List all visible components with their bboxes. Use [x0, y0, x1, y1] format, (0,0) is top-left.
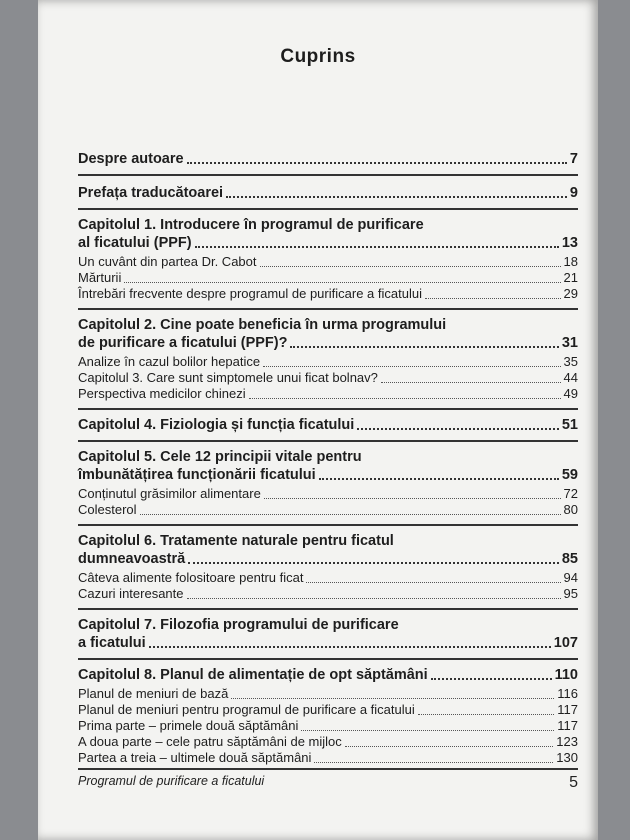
- dot-leader: [226, 196, 567, 198]
- toc-page-number: 35: [563, 354, 578, 369]
- dot-leader: [306, 582, 560, 583]
- section-divider: [78, 308, 578, 310]
- dot-leader: [418, 714, 555, 715]
- dot-leader: [149, 646, 551, 648]
- dot-leader: [188, 562, 559, 564]
- toc-sub-entry: [78, 686, 578, 702]
- toc-chapter-entry: [78, 150, 578, 168]
- toc-entry-label: Câteva alimente folositoare pentru ficat: [78, 570, 304, 585]
- toc-entry-label: Capitolul 4. Fiziologia și funcția ficatului: [78, 417, 355, 433]
- dot-leader: [249, 398, 561, 399]
- section-divider: [78, 408, 578, 410]
- toc-page-number: 117: [557, 718, 578, 733]
- dot-leader: [263, 366, 560, 367]
- book-page: [38, 0, 598, 840]
- footer-title: Programul de purificare a ficatului: [78, 774, 265, 788]
- toc-sub-entry: [78, 750, 578, 766]
- toc-entry-label: Capitolul 2. Cine poate beneficia în urma programului: [78, 317, 447, 333]
- toc-page-number: 85: [561, 551, 578, 567]
- toc-sub-entry: [78, 502, 578, 518]
- toc-sub-entry: [78, 570, 578, 586]
- toc-chapter-entry: [78, 184, 578, 202]
- toc-page-number: 72: [563, 486, 578, 501]
- section-divider: [78, 174, 578, 176]
- toc-entry-label: Capitolul 8. Planul de alimentație de opt săptămâni: [78, 667, 428, 683]
- toc-entry-row: [78, 254, 578, 270]
- toc-entry-label: Conținutul grăsimilor alimentare: [78, 486, 261, 501]
- dot-leader: [260, 266, 561, 267]
- toc-page-number: 130: [556, 750, 578, 765]
- toc-page-number: 123: [556, 734, 578, 749]
- toc-page-number: 31: [561, 335, 578, 351]
- table-of-contents: [78, 150, 578, 766]
- toc-sub-entry: [78, 270, 578, 286]
- toc-page-number: 13: [561, 235, 578, 251]
- toc-entry-label: Mărturii: [78, 270, 122, 285]
- toc-page-number: 94: [563, 570, 578, 585]
- toc-entry-label: Prefața traducătoarei: [78, 185, 224, 201]
- toc-sub-entry: [78, 370, 578, 386]
- toc-entry-label: Planul de meniuri pentru programul de purificare a ficatului: [78, 702, 415, 717]
- toc-page-number: 18: [563, 254, 578, 269]
- toc-entry-label: Despre autoare: [78, 151, 184, 167]
- toc-entry-label: al ficatului (PPF): [78, 235, 192, 251]
- toc-page-number: 51: [561, 417, 578, 433]
- toc-entry-row: [78, 686, 578, 702]
- toc-entry-label: Cazuri interesante: [78, 586, 184, 601]
- toc-chapter-entry: [78, 666, 578, 684]
- toc-entry-label: Capitolul 7. Filozofia programului de purificare: [78, 617, 399, 633]
- toc-entry-row: [78, 634, 578, 652]
- toc-entry-label: Capitolul 1. Introducere în programul de purificare: [78, 217, 424, 233]
- dot-leader: [357, 428, 559, 430]
- section-divider: [78, 658, 578, 660]
- toc-chapter-entry: [78, 216, 578, 252]
- page-footer: [78, 768, 578, 791]
- toc-page-number: 29: [563, 286, 578, 301]
- toc-entry-row: [78, 286, 578, 302]
- toc-entry-row: [78, 486, 578, 502]
- toc-page-number: 80: [563, 502, 578, 517]
- toc-entry-row: [78, 466, 578, 484]
- toc-entry-row: [78, 386, 578, 402]
- dot-leader: [431, 678, 552, 680]
- toc-entry-row: [78, 570, 578, 586]
- toc-entry-label: Capitolul 3. Care sunt simptomele unui ficat bolnav?: [78, 370, 378, 385]
- toc-sub-entry: [78, 702, 578, 718]
- toc-entry-label: A doua parte – cele patru săptămâni de mijloc: [78, 734, 342, 749]
- toc-entry-label: Întrebări frecvente despre programul de purificare a ficatului: [78, 286, 422, 301]
- toc-page-number: 7: [569, 151, 578, 167]
- page-title: Cuprins: [280, 46, 356, 67]
- toc-entry-row: [78, 270, 578, 286]
- toc-sub-entry: [78, 486, 578, 502]
- dot-leader: [301, 730, 554, 731]
- toc-chapter-entry: [78, 532, 578, 568]
- toc-entry-row: [78, 354, 578, 370]
- section-divider: [78, 440, 578, 442]
- section-divider: [78, 208, 578, 210]
- toc-chapter-entry: [78, 448, 578, 484]
- toc-entry-row: [78, 502, 578, 518]
- toc-entry-label: a ficatului: [78, 635, 146, 651]
- toc-entry-label: de purificare a ficatului (PPF)?: [78, 335, 288, 351]
- page-number: 5: [569, 774, 578, 791]
- dot-leader: [187, 162, 567, 164]
- toc-entry-label: Perspectiva medicilor chinezi: [78, 386, 246, 401]
- toc-entry-label: Capitolul 5. Cele 12 principii vitale pentru: [78, 449, 362, 465]
- toc-entry-label: îmbunătățirea funcționării ficatului: [78, 467, 316, 483]
- dot-leader: [264, 498, 561, 499]
- toc-entry-label: Prima parte – primele două săptămâni: [78, 718, 299, 733]
- toc-entry-row: [78, 370, 578, 386]
- footer-rule: [78, 768, 578, 770]
- toc-sub-entry: [78, 254, 578, 270]
- toc-page-number: 59: [561, 467, 578, 483]
- toc-page-number: 44: [563, 370, 578, 385]
- toc-entry-label: Colesterol: [78, 502, 137, 517]
- toc-sub-entry: [78, 354, 578, 370]
- toc-entry-row: [78, 184, 578, 202]
- toc-entry-label: Capitolul 6. Tratamente naturale pentru ficatul: [78, 533, 394, 549]
- dot-leader: [187, 598, 561, 599]
- toc-entry-row: [78, 702, 578, 718]
- toc-entry-label: Un cuvânt din partea Dr. Cabot: [78, 254, 257, 269]
- toc-page-number: 110: [554, 667, 578, 683]
- toc-entry-row: [78, 734, 578, 750]
- dot-leader: [124, 282, 560, 283]
- toc-entry-row: [78, 550, 578, 568]
- toc-entry-row: [78, 334, 578, 352]
- toc-chapter-entry: [78, 416, 578, 434]
- toc-page-number: 116: [557, 686, 578, 701]
- dot-leader: [140, 514, 561, 515]
- toc-page-number: 107: [553, 635, 578, 651]
- toc-entry-row: [78, 718, 578, 734]
- section-divider: [78, 608, 578, 610]
- toc-entry-label: Partea a treia – ultimele două săptămâni: [78, 750, 312, 765]
- toc-sub-entry: [78, 734, 578, 750]
- dot-leader: [425, 298, 561, 299]
- toc-chapter-entry: [78, 616, 578, 652]
- dot-leader: [319, 478, 559, 480]
- toc-entry-label: Planul de meniuri de bază: [78, 686, 229, 701]
- toc-sub-entry: [78, 386, 578, 402]
- section-divider: [78, 524, 578, 526]
- dot-leader: [195, 246, 559, 248]
- toc-page-number: 9: [569, 185, 578, 201]
- toc-entry-row: [78, 234, 578, 252]
- toc-entry-label: dumneavoastră: [78, 551, 186, 567]
- dot-leader: [290, 346, 558, 348]
- toc-page-number: 49: [563, 386, 578, 401]
- toc-entry-row: [78, 666, 578, 684]
- toc-page-number: 95: [563, 586, 578, 601]
- toc-sub-entry: [78, 718, 578, 734]
- toc-entry-row: [78, 750, 578, 766]
- dot-leader: [231, 698, 554, 699]
- dot-leader: [314, 762, 553, 763]
- dot-leader: [345, 746, 554, 747]
- toc-entry-row: [78, 150, 578, 168]
- toc-entry-label: Analize în cazul bolilor hepatice: [78, 354, 261, 369]
- dot-leader: [381, 382, 561, 383]
- toc-sub-entry: [78, 286, 578, 302]
- toc-chapter-entry: [78, 316, 578, 352]
- toc-page-number: 117: [557, 702, 578, 717]
- toc-sub-entry: [78, 586, 578, 602]
- toc-page-number: 21: [563, 270, 578, 285]
- toc-entry-row: [78, 416, 578, 434]
- toc-entry-row: [78, 586, 578, 602]
